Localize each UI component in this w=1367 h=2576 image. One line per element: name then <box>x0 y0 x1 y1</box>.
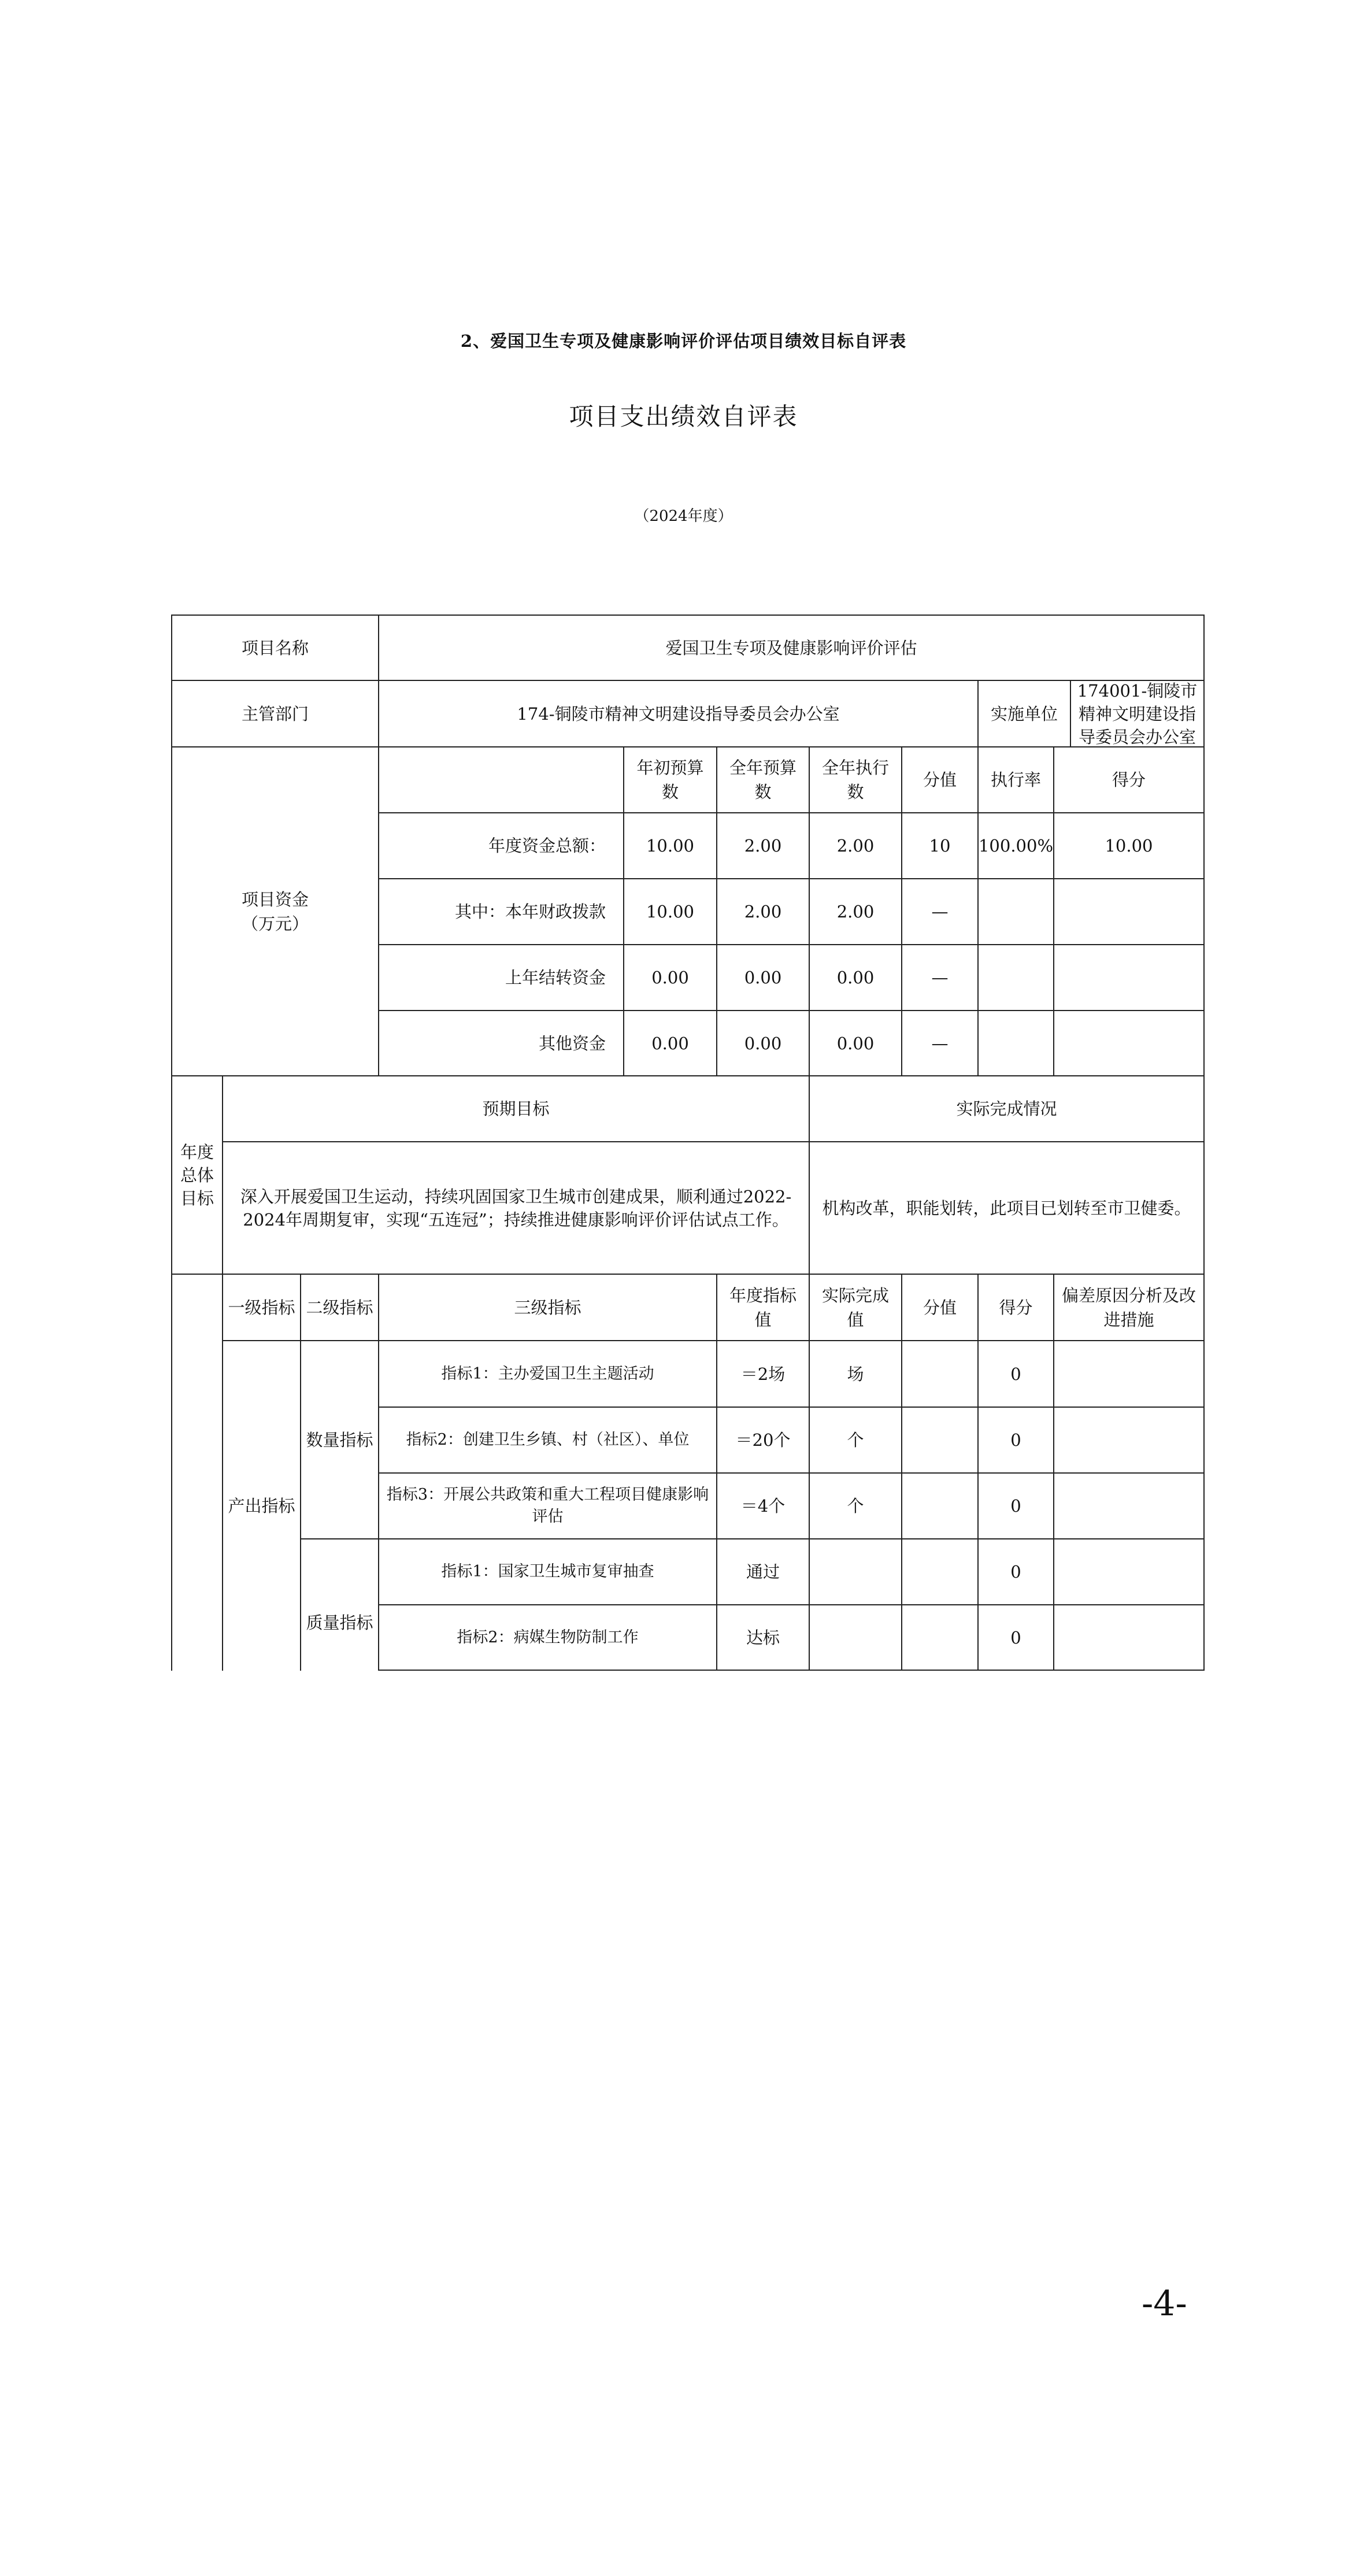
funds-header: 年初预算数 <box>623 746 717 813</box>
funds-row-name: 上年结转资金 <box>378 944 624 1011</box>
document-title: 项目支出绩效自评表 <box>569 402 798 431</box>
indicator-name: 指标2：病媒生物防制工作 <box>378 1604 717 1671</box>
indicator-left-blank <box>171 1274 223 1671</box>
indicator-annual-value: ＝4个 <box>716 1472 810 1539</box>
actual-goal-text: 机构改革，职能划转，此项目已划转至市卫健委。 <box>809 1141 1205 1275</box>
funds-header: 分值 <box>901 746 979 813</box>
funds-header: 全年预算数 <box>716 746 810 813</box>
document-subtitle: 2、爱国卫生专项及健康影响评价评估项目绩效目标自评表 <box>460 331 907 351</box>
indicator-name: 指标1：主办爱国卫生主题活动 <box>378 1340 717 1408</box>
funds-row-annual: 0.00 <box>716 944 810 1011</box>
funds-label: 项目资金 （万元） <box>171 746 379 1076</box>
funds-row-name: 其中：本年财政拨款 <box>378 878 624 945</box>
indicator-score: 0 <box>977 1472 1054 1539</box>
indicator-score-value <box>901 1407 979 1474</box>
actual-goal-label: 实际完成情况 <box>809 1075 1205 1142</box>
funds-row-score: 10.00 <box>1053 812 1205 879</box>
indicator-name: 指标3：开展公共政策和重大工程项目健康影响评估 <box>378 1472 717 1539</box>
funds-row-exec: 0.00 <box>809 1010 902 1076</box>
indicator-reason <box>1053 1407 1205 1474</box>
indicator-score: 0 <box>977 1604 1054 1671</box>
funds-row-exec: 2.00 <box>809 878 902 945</box>
indicator-reason <box>1053 1340 1205 1408</box>
funds-row-init: 0.00 <box>623 1010 717 1076</box>
indicator-score-value <box>901 1340 979 1408</box>
indicator-score: 0 <box>977 1538 1054 1605</box>
funds-row-exec: 0.00 <box>809 944 902 1011</box>
indicator-annual-value: ＝20个 <box>716 1407 810 1474</box>
funds-row-score <box>1053 1010 1205 1076</box>
indicator-annual-value: ＝2场 <box>716 1340 810 1408</box>
project-name-value: 爱国卫生专项及健康影响评价评估 <box>378 615 1205 681</box>
indicator-header-annual: 年度指标值 <box>716 1274 810 1341</box>
level1-output-indicator: 产出指标 <box>222 1340 301 1671</box>
evaluation-table <box>171 615 1205 1671</box>
funds-row-rate <box>977 944 1054 1011</box>
funds-row-score-value: — <box>901 944 979 1011</box>
indicator-score-value <box>901 1604 979 1671</box>
funds-header: 全年执行数 <box>809 746 902 813</box>
indicator-annual-value: 达标 <box>716 1604 810 1671</box>
dept-label: 主管部门 <box>171 680 379 747</box>
indicator-actual-value: 个 <box>809 1407 902 1474</box>
indicator-score-value <box>901 1538 979 1605</box>
funds-row-score-value: 10 <box>901 812 979 879</box>
indicator-actual-value <box>809 1604 902 1671</box>
funds-row-name: 年度资金总额： <box>378 812 624 879</box>
indicator-actual-value: 个 <box>809 1472 902 1539</box>
indicator-reason <box>1053 1604 1205 1671</box>
funds-row-score-value: — <box>901 878 979 945</box>
expected-goal-label: 预期目标 <box>222 1075 810 1142</box>
indicator-actual-value <box>809 1538 902 1605</box>
indicator-header-level3: 三级指标 <box>378 1274 717 1341</box>
funds-row-exec: 2.00 <box>809 812 902 879</box>
funds-row-rate <box>977 1010 1054 1076</box>
project-name-label: 项目名称 <box>171 615 379 681</box>
funds-row-rate: 100.00% <box>977 812 1054 879</box>
level2-quantity-indicator: 数量指标 <box>300 1340 379 1539</box>
funds-row-init: 10.00 <box>623 812 717 879</box>
indicator-header-score: 得分 <box>977 1274 1054 1341</box>
level2-quality-indicator: 质量指标 <box>300 1538 379 1671</box>
indicator-header-level2: 二级指标 <box>300 1274 379 1341</box>
funds-row-score-value: — <box>901 1010 979 1076</box>
indicator-reason <box>1053 1472 1205 1539</box>
funds-row-init: 0.00 <box>623 944 717 1011</box>
funds-header: 得分 <box>1053 746 1205 813</box>
indicator-actual-value: 场 <box>809 1340 902 1408</box>
funds-header: 执行率 <box>977 746 1054 813</box>
page-number: -4- <box>1142 2283 1187 2324</box>
expected-goal-text: 深入开展爱国卫生运动，持续巩固国家卫生城市创建成果，顺利通过2022-2024年周期复审，实现“五连冠”；持续推进健康影响评价评估试点工作。 <box>222 1141 810 1275</box>
indicator-score: 0 <box>977 1340 1054 1408</box>
funds-row-annual: 0.00 <box>716 1010 810 1076</box>
funds-row-annual: 2.00 <box>716 878 810 945</box>
funds-row-rate <box>977 878 1054 945</box>
funds-row-score <box>1053 878 1205 945</box>
indicator-header-reason: 偏差原因分析及改进措施 <box>1053 1274 1205 1341</box>
indicator-header-score-value: 分值 <box>901 1274 979 1341</box>
indicator-reason <box>1053 1538 1205 1605</box>
indicator-name: 指标2：创建卫生乡镇、村（社区）、单位 <box>378 1407 717 1474</box>
funds-row-score <box>1053 944 1205 1011</box>
funds-row-annual: 2.00 <box>716 812 810 879</box>
impl-value: 174001-铜陵市精神文明建设指导委员会办公室 <box>1070 680 1205 747</box>
indicator-header-level1: 一级指标 <box>222 1274 301 1341</box>
document-year: （2024年度） <box>634 508 733 525</box>
indicator-name: 指标1：国家卫生城市复审抽查 <box>378 1538 717 1605</box>
annual-goal-label: 年度 总体 目标 <box>171 1075 223 1275</box>
impl-label: 实施单位 <box>977 680 1071 747</box>
funds-header-blank <box>378 746 624 813</box>
indicator-annual-value: 通过 <box>716 1538 810 1605</box>
indicator-header-actual: 实际完成值 <box>809 1274 902 1341</box>
dept-value: 174-铜陵市精神文明建设指导委员会办公室 <box>378 680 979 747</box>
indicator-score-value <box>901 1472 979 1539</box>
funds-row-init: 10.00 <box>623 878 717 945</box>
indicator-score: 0 <box>977 1407 1054 1474</box>
funds-row-name: 其他资金 <box>378 1010 624 1076</box>
